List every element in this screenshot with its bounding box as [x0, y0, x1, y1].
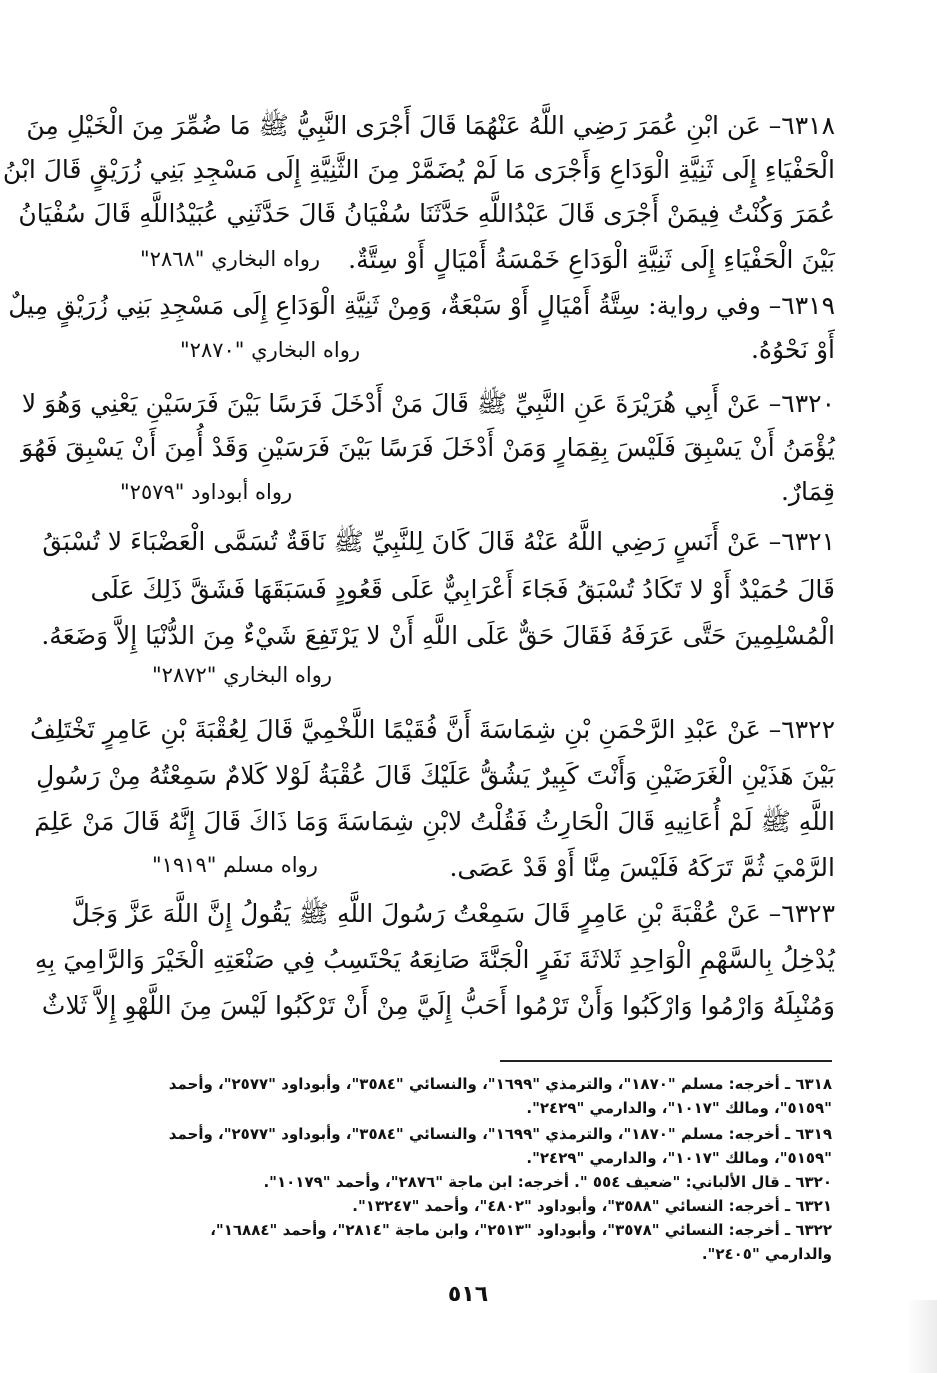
hadith-6320-line-3: قِمَارٌ. [780, 477, 835, 506]
footnote-6318-line-2: "٥١٥٩"، ومالك "١٠١٧"، والدارمي "٢٤٢٩". [526, 1099, 832, 1117]
hadith-6321-line-3: الْمُسْلِمِينَ حَتَّى عَرَفَهُ فَقَالَ حَقٌّ عَلَى اللَّهِ أَنْ لا يَرْتَفِعَ شَيْءٌ مِنَ الدُّنْيَا إِلاَّ وَضَعَهُ. [41, 621, 835, 650]
footnote-6319-line-1: ٦٣١٩ ـ أخرجه: مسلم "١٨٧٠"، والترمذي "١٦٩٩"، والنسائي "٣٥٨٤"، وأبوداود "٢٥٧٧"، وأحمد [168, 1125, 832, 1143]
hadith-6318-reference: رواه البخاري "٢٨٦٨" [140, 247, 321, 271]
hadith-6322-reference: رواه مسلم "١٩١٩" [152, 853, 318, 877]
hadith-6320-line-2: يُؤْمَنُ أَنْ يَسْبِقَ فَلَيْسَ بِقِمَارٍ وَمَنْ أَدْخَلَ فَرَسًا بَيْنَ فَرَسَيْنِ وَقَدْ أُمِنَ أَنْ يَسْبِقَ فَهُوَ [21, 433, 835, 462]
page-edge-shadow [907, 1300, 937, 1373]
hadith-6323-line-3: وَمُنْبِلَهُ وَارْمُوا وَارْكَبُوا وَأَنْ تَرْمُوا أَحَبُّ إِلَيَّ مِنْ أَنْ تَرْكَبُوا لَيْسَ مِنَ اللَّهْوِ إِلاَّ ثَلاثٌ [41, 991, 835, 1020]
hadith-6322-line-1: ٦٣٢٢– عَنْ عَبْدِ الرَّحْمَنِ بْنِ شِمَاسَةَ أَنَّ فُقَيْمًا اللَّخْمِيَّ قَالَ لِعُقْبَةَ بْنِ عَامِرٍ تَخْتَلِفُ [29, 715, 835, 744]
hadith-6318-line-1: ٦٣١٨– عَن ابْنِ عُمَرَ رَضِي اللَّهُ عَنْهُمَا قَالَ أَجْرَى النَّبِيُّ ﷺ مَا ضُمِّرَ مِنَ الْخَيْلِ مِنَ [26, 111, 835, 140]
hadith-6322-line-2: بَيْنَ هَذَيْنِ الْغَرَضَيْنِ وَأَنْتَ كَبِيرٌ يَشُقُّ عَلَيْكَ قَالَ عُقْبَةُ لَوْلا كَلامٌ سَمِعْتُهُ مِنْ رَسُولِ [36, 761, 835, 790]
hadith-6319-line-2: أَوْ نَحْوُهُ. [750, 335, 835, 364]
hadith-6319-line-1: ٦٣١٩– وفي رواية: سِتَّةُ أَمْيَالٍ أَوْ سَبْعَةٌ، وَمِنْ ثَنِيَّةِ الْوَدَاعِ إِلَى مَسْجِدِ بَنِي زُرَيْقٍ مِيلٌ [8, 291, 835, 320]
footnote-6320: ٦٣٢٠ ـ قال الألباني: "ضعيف ٥٥٤ ". أخرجه: ابن ماجة "٢٨٧٦"، وأحمد "١٠١٧٩". [263, 1173, 832, 1191]
footnote-6319-line-2: "٥١٥٩"، ومالك "١٠١٧"، والدارمي "٢٤٢٩". [526, 1149, 832, 1167]
hadith-6320-line-1: ٦٣٢٠– عَنْ أَبِي هُرَيْرَةَ عَنِ النَّبِيِّ ﷺ قَالَ مَنْ أَدْخَلَ فَرَسًا بَيْنَ فَرَسَيْنِ يَعْنِي وَهُوَ لا [21, 389, 835, 418]
hadith-6321-reference: رواه البخاري "٢٨٧٢" [152, 663, 333, 687]
hadith-6323-line-2: يُدْخِلُ بِالسَّهْمِ الْوَاحِدِ ثَلاثَةَ نَفَرٍ الْجَنَّةَ صَانِعَهُ يَحْتَسِبُ فِي صَنْعَتِهِ الْخَيْرَ وَالرَّامِيَ بِهِ [34, 945, 835, 974]
footnote-separator [500, 1060, 832, 1062]
footnote-6322-line-1: ٦٣٢٢ ـ أخرجه: النسائي "٣٥٧٨"، وأبوداود "٢٥١٣"، وابن ماجة "٢٨١٤"، وأحمد "١٦٨٨٤"، [210, 1221, 832, 1239]
hadith-6321-line-2: قَالَ حُمَيْدٌ أَوْ لا تَكَادُ تُسْبَقُ فَجَاءَ أَعْرَابِيٌّ عَلَى قَعُودٍ فَسَبَقَهَا فَشَقَّ ذَلِكَ عَلَى [90, 575, 835, 604]
hadith-6319-reference: رواه البخاري "٢٨٧٠" [180, 338, 361, 362]
footnote-6318-line-1: ٦٣١٨ ـ أخرجه: مسلم "١٨٧٠"، والترمذي "١٦٩٩"، والنسائي "٣٥٨٤"، وأبوداود "٢٥٧٧"، وأحمد [168, 1075, 832, 1093]
hadith-6318-line-4: بَيْنَ الْحَفْيَاءِ إِلَى ثَنِيَّةِ الْوَدَاعِ خَمْسَةُ أَمْيَالٍ أَوْ سِتَّةٌ. [348, 245, 835, 274]
hadith-6323-line-1: ٦٣٢٣– عَنْ عُقْبَةَ بْنِ عَامِرٍ قَالَ سَمِعْتُ رَسُولَ اللَّهِ ﷺ يَقُولُ إِنَّ اللَّهَ عَزَّ وَجَلَّ [71, 899, 835, 928]
page-number: ٥١٦ [447, 1282, 489, 1307]
hadith-6320-reference: رواه أبوداود "٢٥٧٩" [120, 480, 293, 504]
hadith-6322-line-4: الرَّمْيَ ثُمَّ تَرَكَهُ فَلَيْسَ مِنَّا أَوْ قَدْ عَصَى. [449, 853, 835, 882]
footnote-6321: ٦٣٢١ ـ أخرجه: النسائي "٣٥٨٨"، وأبوداود "٤٨٠٢"، وأحمد "١٣٢٤٧". [352, 1197, 832, 1215]
hadith-6321-line-1: ٦٣٢١– عَنْ أَنَسٍ رَضِي اللَّهُ عَنْهُ قَالَ كَانَ لِلنَّبِيِّ ﷺ نَاقَةٌ تُسَمَّى الْعَضْبَاءَ لا تُسْبَقُ [42, 527, 835, 556]
hadith-6318-line-3: عُمَرَ وَكُنْتُ فِيمَنْ أَجْرَى قَالَ عَبْدُاللَّهِ حَدَّثَنَا سُفْيَانُ قَالَ حَدَّثَنِي عُبَيْدُاللَّهِ قَالَ سُفْيَانُ [18, 199, 835, 228]
footnote-6322-line-2: والدارمي "٢٤٠٥". [701, 1245, 832, 1263]
hadith-6322-line-3: اللَّهِ ﷺ لَمْ أُعَانِيهِ قَالَ الْحَارِثُ فَقُلْتُ لابْنِ شِمَاسَةَ وَمَا ذَاكَ قَالَ إِنَّهُ قَالَ مَنْ عَلِمَ [34, 807, 835, 836]
hadith-6318-line-2: الْحَفْيَاءِ إِلَى ثَنِيَّةِ الْوَدَاعِ وَأَجْرَى مَا لَمْ يُضَمَّرْ مِنَ الثَّنِيَّةِ إِلَى مَسْجِدِ بَنِي زُرَيْقٍ قَالَ ابْنُ [2, 155, 835, 184]
